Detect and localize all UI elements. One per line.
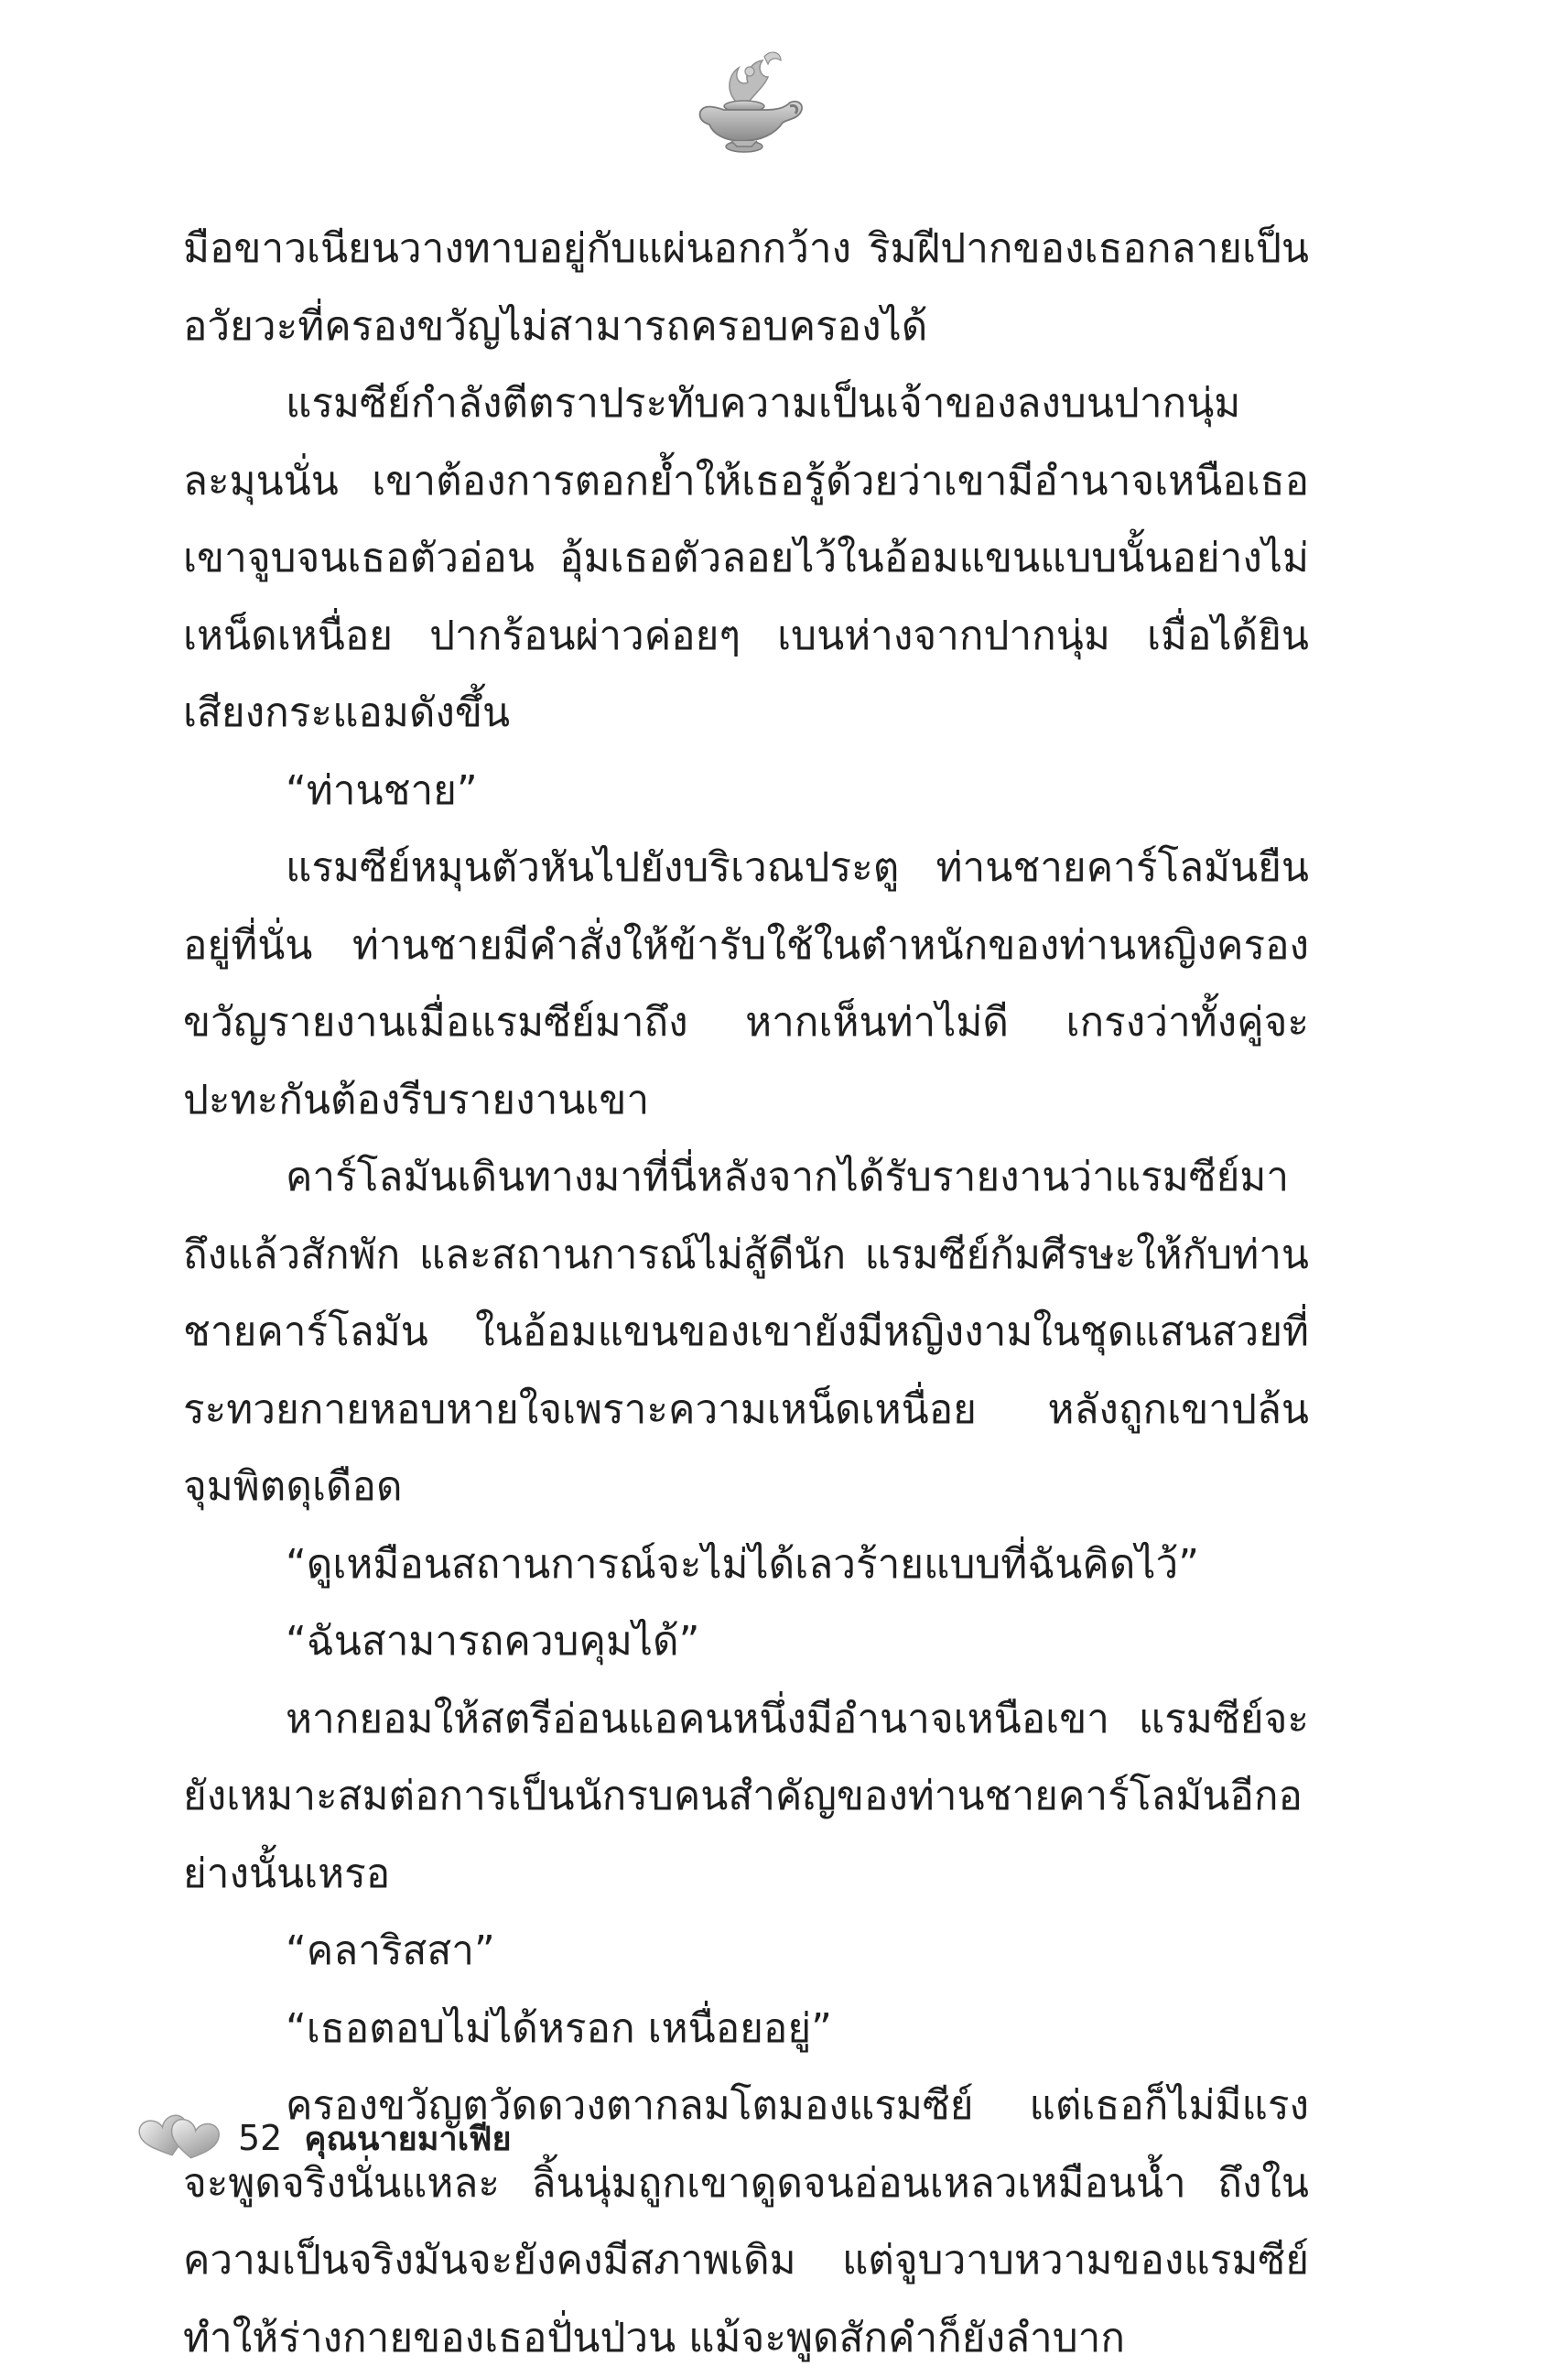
paragraph: หากยอมให้สตรีอ่อนแอคนหนึ่งมีอำนาจเหนือเขา แรมซีย์จะยังเหมาะสมต่อการเป็นนักรบคนสำคัญของท่านชายคาร์โลมันอีกอย่างนั้นเหรอ [183,1695,1309,1897]
genie-lamp-icon [673,46,810,165]
dialogue-line: “ท่านชาย” [286,766,478,814]
paragraph: แรมซีย์กำลังตีตราประทับความเป็นเจ้าของลงบนปากนุ่มละมุนนั่น เขาต้องการตอกย้ำให้เธอรู้ด้วยว่าเขามีอำนาจเหนือเธอ เขาจูบจนเธอตัวอ่อน อุ้มเธอตัวลอยไว้ในอ้อมแขนแบบนั้นอย่างไม่เหน็ดเหนื่อย ปากร้อนผ่าวค่อยๆ เบนห่างจากปากนุ่ม เมื่อได้ยินเสียงกระแอมดังขึ้น [183,380,1309,736]
page-footer [137,2106,512,2170]
dialogue-line: “คลาริสสา” [286,1927,495,1974]
page-number: 52 [238,2118,283,2158]
hearts-icon [137,2114,222,2162]
dialogue-line: “เธอตอบไม่ได้หรอก เหนื่อยอยู่” [286,2004,832,2052]
dialogue-line: “ฉันสามารถควบคุมได้” [286,1618,700,1665]
paragraph: คาร์โลมันเดินทางมาที่นี่หลังจากได้รับรายงานว่าแรมซีย์มาถึงแล้วสักพัก และสถานการณ์ไม่สู้ดีนัก แรมซีย์ก้มศีรษะให้กับท่านชายคาร์โลมัน ในอ้อมแขนของเขายังมีหญิงงามในชุดแสนสวยที่ระทวยกายหอบหายใจเพราะความเหน็ดเหนื่อย หลังถูกเขาปล้นจุมพิตดุเดือด [183,1154,1309,1510]
dialogue-line: “ดูเหมือนสถานการณ์จะไม่ได้เลวร้ายแบบที่ฉันคิดไว้” [286,1540,1199,1588]
paragraph: ครองขวัญตวัดดวงตากลมโตมองแรมซีย์ แต่เธอก็ไม่มีแรงจะพูดจริงนั่นแหละ ลิ้นนุ่มถูกเขาดูดจนอ่อนเหลวเหมือนน้ำ ถึงในความเป็นจริงมันจะยังคงมีสภาพเดิม แต่จูบวาบหวามของแรมซีย์ทำให้ร่างกายของเธอปั่นป่วน แม้จะพูดสักคำก็ยังลำบาก [183,2082,1309,2361]
paragraph: มือขาวเนียนวางทาบอยู่กับแผ่นอกกว้าง ริมฝีปากของเธอกลายเป็นอวัยวะที่ครองขวัญไม่สามารถครอบครองได้ [183,225,1309,350]
book-title: คุณนายมาเฟีย [304,2120,512,2158]
body-text [183,211,1309,2377]
paragraph: แรมซีย์หมุนตัวหันไปยังบริเวณประตู ท่านชายคาร์โลมันยืนอยู่ที่นั่น ท่านชายมีคำสั่งให้ข้ารับใช้ในตำหนักของท่านหญิงครองขวัญรายงานเมื่อแรมซีย์มาถึง หากเห็นท่าไม่ดี เกรงว่าทั้งคู่จะปะทะกันต้องรีบรายงานเขา [183,844,1309,1123]
